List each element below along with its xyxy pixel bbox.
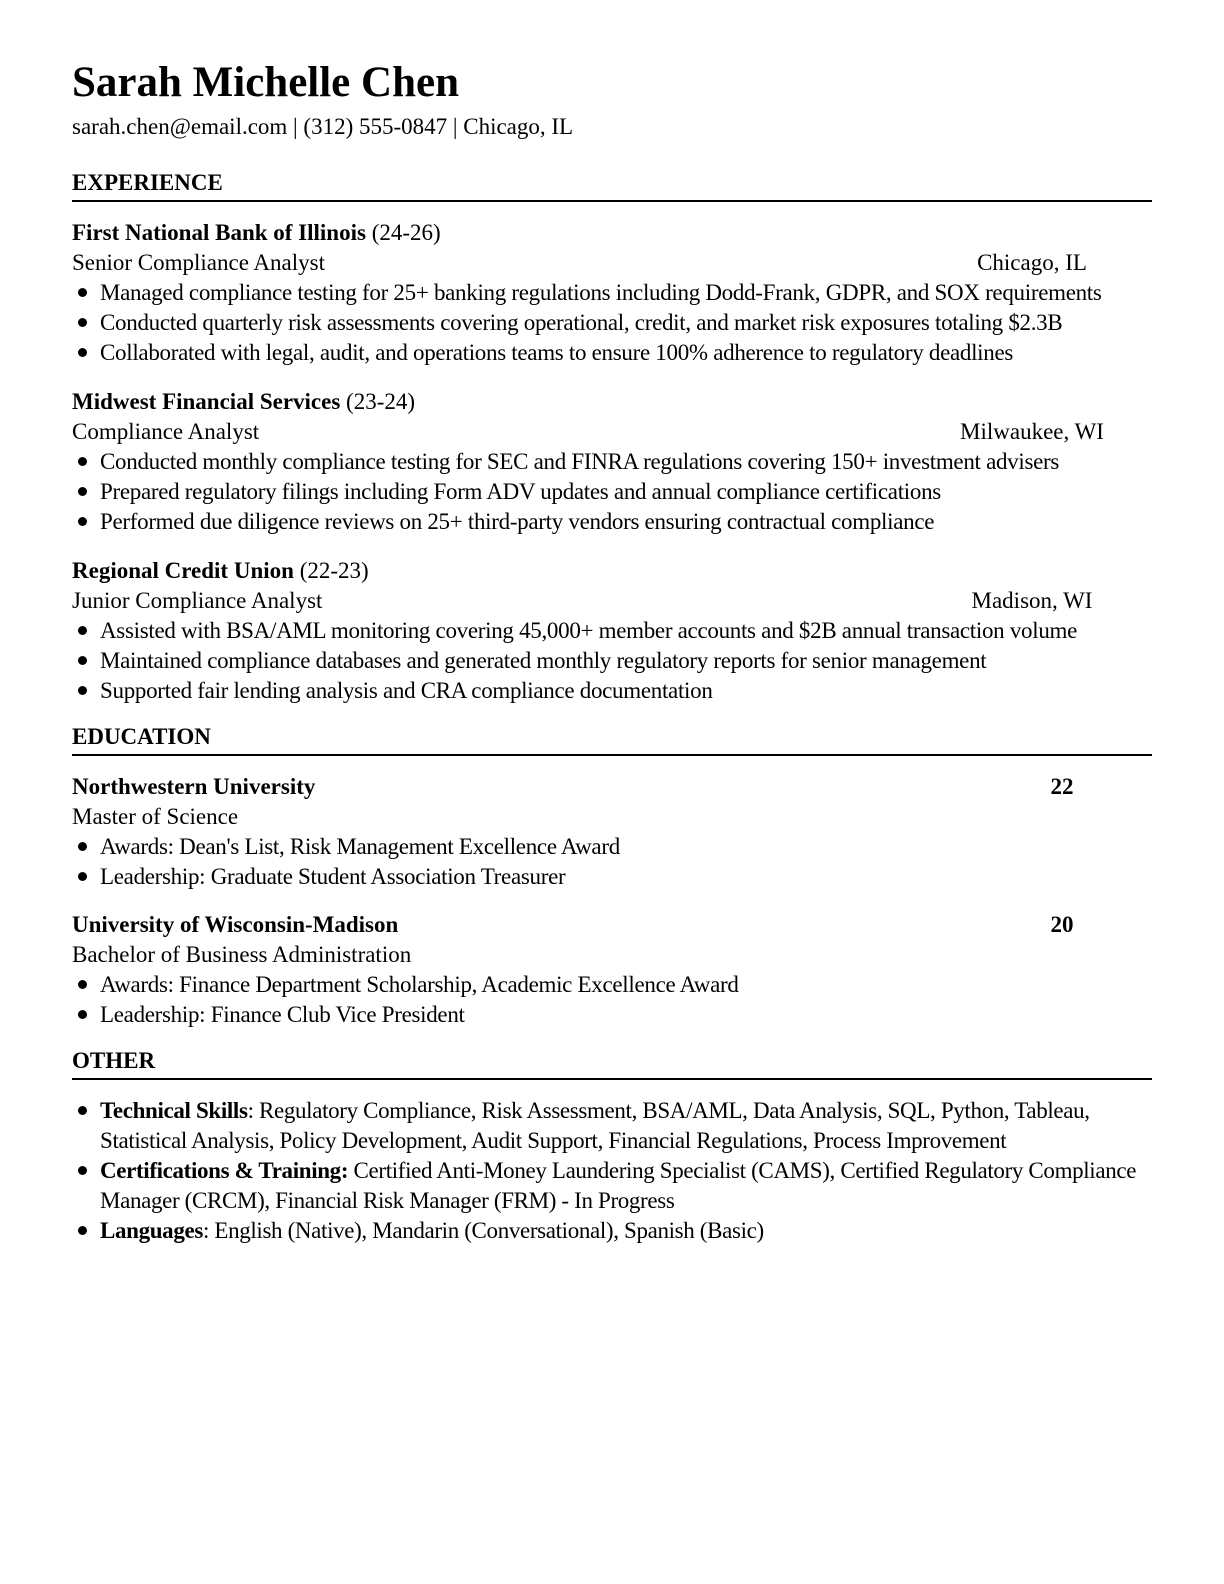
bullet-list — [72, 616, 1152, 706]
bullet-text: Leadership: Finance Club Vice President — [100, 1002, 465, 1027]
bullet-item — [72, 970, 1152, 1000]
bullet-item — [72, 338, 1152, 368]
bullet-text: Assisted with BSA/AML monitoring covering 45,000+ member accounts and $2B annual transaction volume — [100, 618, 1078, 643]
job-header — [72, 556, 1152, 586]
experience-section — [72, 168, 1152, 706]
school-name: University of Wisconsin-Madison — [72, 912, 399, 937]
school-degree: Master of Science — [72, 804, 239, 829]
bullet-text — [100, 1156, 1152, 1216]
job-location: Milwaukee, WI — [960, 419, 1104, 444]
bullet-list — [72, 447, 1152, 537]
bullet-icon — [72, 278, 100, 308]
bullet-icon — [72, 1096, 100, 1156]
contact-line: sarah.chen@email.com | (312) 555-0847 | Chicago, IL — [72, 114, 574, 139]
bullet-text — [100, 1096, 1152, 1156]
bullet-text — [100, 1216, 1152, 1246]
job-dates: (23-24) — [346, 389, 416, 414]
job-location: Chicago, IL — [977, 250, 1087, 275]
other-item-text: : English (Native), Mandarin (Conversational), Spanish (Basic) — [202, 1218, 764, 1243]
school-name: Northwestern University — [72, 774, 316, 799]
job-role: Senior Compliance Analyst — [72, 250, 325, 275]
school-year: 20 — [1050, 912, 1074, 937]
bullet-text: Performed due diligence reviews on 25+ third-party vendors ensuring contractual compliance — [100, 509, 935, 534]
bullet-icon — [72, 676, 100, 706]
bullet-text: Collaborated with legal, audit, and operations teams to ensure 100% adherence to regulatory deadlines — [100, 340, 1014, 365]
company-name: Regional Credit Union — [72, 558, 294, 583]
job-dates: (24-26) — [371, 220, 441, 245]
job-subheader — [72, 586, 1152, 616]
school-year: 22 — [1050, 774, 1074, 799]
other-item-label: Languages — [100, 1218, 203, 1243]
bullet-item — [72, 308, 1152, 338]
bullet-icon — [72, 338, 100, 368]
bullet-item — [72, 477, 1152, 507]
resume-header — [72, 58, 1152, 142]
job-role: Compliance Analyst — [72, 419, 260, 444]
bullet-icon — [72, 507, 100, 537]
other-item-text: : Regulatory Compliance, Risk Assessment, BSA/AML, Data Analysis, SQL, Python, Tableau, Statistical Analysis, Policy Development, Audit Support, Financial Regulations, Process Improvement — [100, 1098, 1090, 1153]
job-role: Junior Compliance Analyst — [72, 588, 323, 613]
bullet-item — [72, 616, 1152, 646]
education-section-title: EDUCATION — [72, 722, 1152, 756]
job-dates: (22-23) — [299, 558, 369, 583]
bullet-icon — [72, 1216, 100, 1246]
bullet-text: Conducted monthly compliance testing for SEC and FINRA regulations covering 150+ investment advisers — [100, 449, 1060, 474]
company-name: First National Bank of Illinois — [72, 220, 366, 245]
bullet-item — [72, 1000, 1152, 1030]
school-entry — [72, 910, 1152, 1030]
bullet-item — [72, 507, 1152, 537]
bullet-icon — [72, 477, 100, 507]
bullet-item — [72, 278, 1152, 308]
bullet-text: Awards: Dean's List, Risk Management Excellence Award — [100, 834, 620, 859]
bullet-item — [72, 447, 1152, 477]
bullet-icon — [72, 832, 100, 862]
candidate-name: Sarah Michelle Chen — [72, 59, 459, 106]
job-subheader — [72, 417, 1152, 447]
company-name: Midwest Financial Services — [72, 389, 341, 414]
bullet-icon — [72, 447, 100, 477]
bullet-item — [72, 832, 1152, 862]
bullet-list — [72, 278, 1152, 368]
bullet-text: Maintained compliance databases and generated monthly regulatory reports for senior management — [100, 648, 987, 673]
job-subheader — [72, 248, 1152, 278]
bullet-list — [72, 832, 1152, 892]
bullet-icon — [72, 1156, 100, 1216]
bullet-icon — [72, 308, 100, 338]
bullet-item — [72, 1156, 1152, 1216]
bullet-item — [72, 646, 1152, 676]
school-degree: Bachelor of Business Administration — [72, 942, 412, 967]
other-section — [72, 1046, 1152, 1246]
other-item-label: Technical Skills — [100, 1098, 248, 1123]
job-entry — [72, 387, 1152, 537]
bullet-list — [72, 970, 1152, 1030]
job-entry — [72, 556, 1152, 706]
bullet-text: Leadership: Graduate Student Association Treasurer — [100, 864, 566, 889]
bullet-icon — [72, 1000, 100, 1030]
bullet-text: Prepared regulatory filings including Form ADV updates and annual compliance certifications — [100, 479, 941, 504]
bullet-icon — [72, 862, 100, 892]
bullet-text: Supported fair lending analysis and CRA compliance documentation — [100, 678, 713, 703]
other-item-text: Certified Anti-Money Laundering Specialist (CAMS), Certified Regulatory Compliance Manager (CRCM), Financial Risk Manager (FRM) - In Progress — [100, 1158, 1137, 1213]
bullet-text: Managed compliance testing for 25+ banking regulations including Dodd-Frank, GDPR, and SOX requirements — [100, 280, 1102, 305]
school-entry — [72, 772, 1152, 892]
bullet-icon — [72, 646, 100, 676]
experience-section-title: EXPERIENCE — [72, 168, 1152, 202]
other-item-label: Certifications & Training: — [100, 1158, 349, 1183]
other-section-title: OTHER — [72, 1046, 1152, 1080]
school-header — [72, 772, 1152, 802]
bullet-item — [72, 676, 1152, 706]
bullet-list — [72, 1096, 1152, 1246]
bullet-icon — [72, 970, 100, 1000]
bullet-text: Conducted quarterly risk assessments covering operational, credit, and market risk exposures totaling $2.3B — [100, 310, 1063, 335]
job-location: Madison, WI — [971, 588, 1093, 613]
bullet-item — [72, 1216, 1152, 1246]
bullet-text: Awards: Finance Department Scholarship, Academic Excellence Award — [100, 972, 739, 997]
bullet-icon — [72, 616, 100, 646]
school-header — [72, 910, 1152, 940]
bullet-item — [72, 1096, 1152, 1156]
bullet-item — [72, 862, 1152, 892]
job-header — [72, 218, 1152, 248]
job-entry — [72, 218, 1152, 368]
job-header — [72, 387, 1152, 417]
education-section — [72, 722, 1152, 1030]
